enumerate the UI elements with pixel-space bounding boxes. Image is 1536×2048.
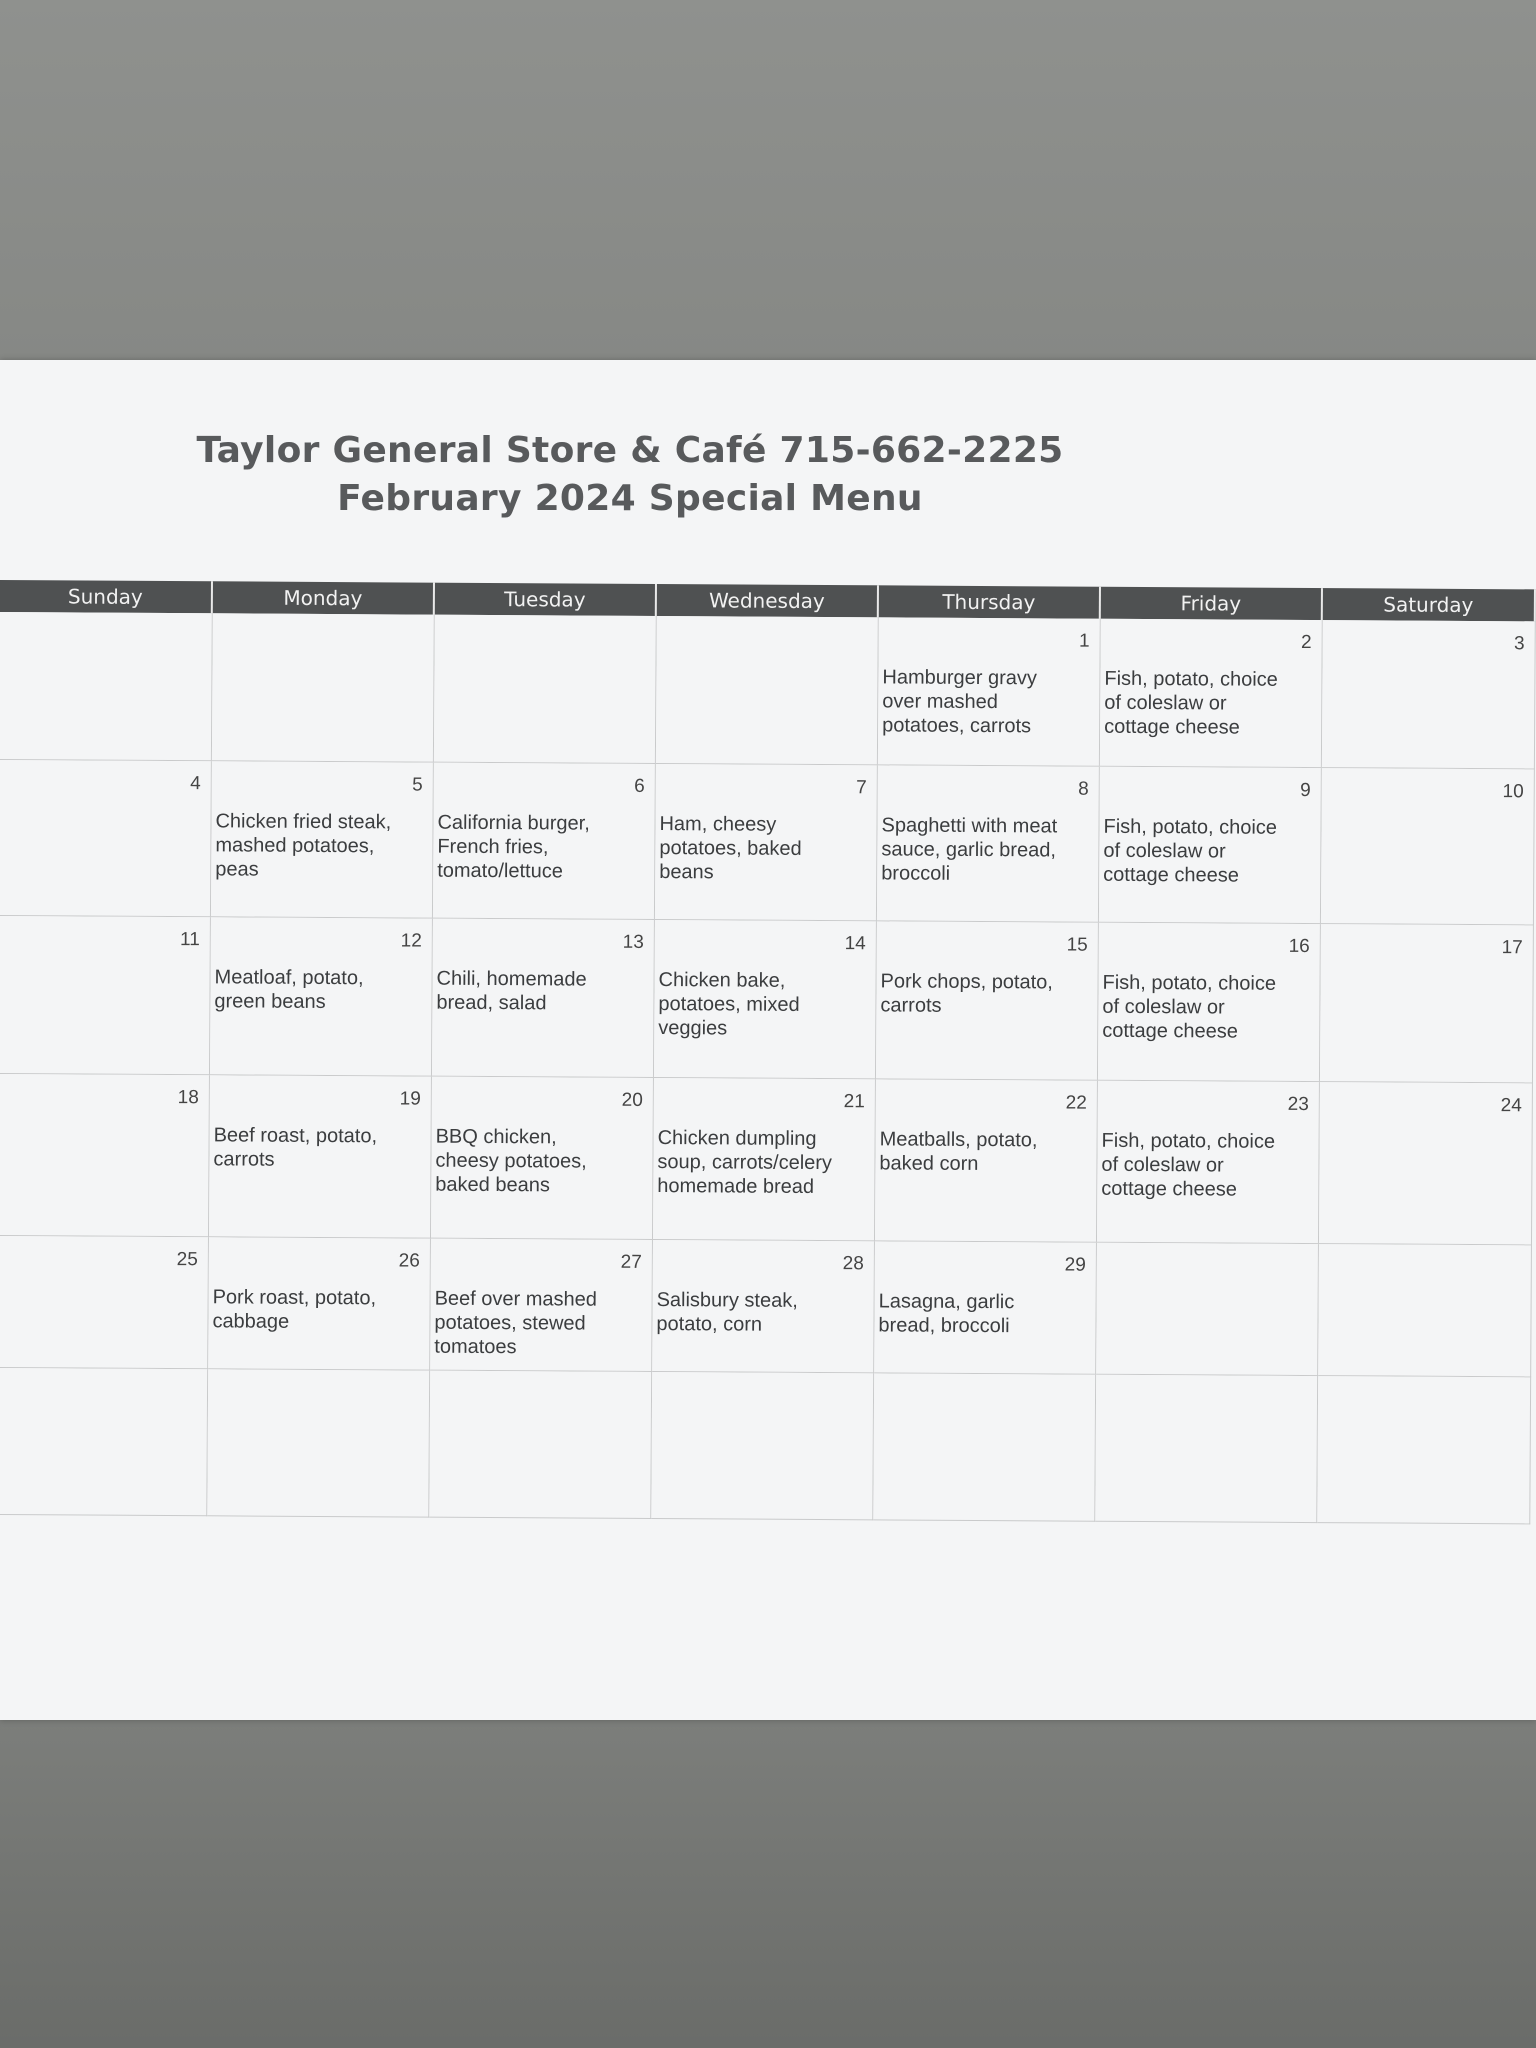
- day-number: 23: [1287, 1093, 1309, 1116]
- day-number: 12: [400, 930, 422, 952]
- calendar-cell: [1097, 1081, 1320, 1244]
- menu-item: [1322, 1424, 1526, 1425]
- calendar-cell: [0, 1236, 209, 1369]
- calendar-grid: [0, 612, 1536, 1524]
- calendar-cell: [1321, 768, 1535, 925]
- menu-item: [2, 964, 206, 965]
- day-number: 29: [1064, 1254, 1086, 1276]
- calendar-cell: [434, 615, 657, 764]
- calendar-cell: [873, 1373, 1096, 1521]
- menu-item: Meatloaf, potato, green beans: [214, 966, 364, 1013]
- day-number: 25: [176, 1249, 198, 1271]
- day-number: 3: [1513, 633, 1525, 655]
- calendar-cell: [1319, 1082, 1533, 1245]
- menu-item: [1100, 1423, 1313, 1424]
- calendar-cell: [210, 917, 433, 1076]
- weekday-saturday: Saturday: [1323, 588, 1536, 621]
- menu-item: Meatballs, potato, baked corn: [879, 1128, 1038, 1175]
- day-number: 5: [412, 774, 423, 796]
- menu-item: [1324, 1130, 1528, 1131]
- calendar-cell: [1322, 620, 1536, 769]
- day-number: 18: [177, 1087, 199, 1109]
- menu-item: Spaghetti with meat sauce, garlic bread, broccoli: [881, 814, 1058, 885]
- calendar-cell: [0, 760, 212, 917]
- menu-item: [0, 1416, 203, 1417]
- day-number: 2: [1301, 631, 1312, 654]
- menu-item: Chicken bake, potatoes, mixed veggies: [658, 969, 800, 1040]
- day-number: 11: [180, 929, 200, 951]
- day-number: 16: [1288, 935, 1310, 958]
- weekday-thursday: Thursday: [879, 585, 1101, 618]
- calendar-cell: [875, 1079, 1098, 1242]
- calendar-cell: [212, 613, 435, 762]
- menu-title: February 2024 Special Menu: [337, 478, 923, 519]
- weekday-monday: Monday: [213, 581, 435, 614]
- menu-item: Fish, potato, choice of coleslaw or cottage cheese: [1101, 1129, 1276, 1201]
- calendar-cell: [653, 1078, 876, 1241]
- menu-item: [439, 663, 652, 664]
- background-bottom: [0, 1718, 1536, 2048]
- calendar-cell: [1100, 619, 1323, 768]
- menu-item: [1323, 1292, 1527, 1293]
- day-number: 7: [856, 777, 867, 799]
- day-number: 9: [1300, 779, 1311, 802]
- calendar-cell: [652, 1240, 875, 1373]
- menu-item: [1101, 1291, 1314, 1292]
- calendar-cell: [1099, 767, 1322, 924]
- menu-item: [3, 808, 207, 809]
- menu-item: Beef over mashed potatoes, stewed tomatoes: [434, 1287, 598, 1359]
- calendar-cell: [1318, 1244, 1532, 1377]
- day-number: 27: [620, 1251, 642, 1273]
- menu-item: [1326, 668, 1530, 669]
- calendar-cell: [1098, 923, 1321, 1082]
- menu-item: BBQ chicken, cheesy potatoes, baked beans: [435, 1125, 587, 1197]
- menu-item: [660, 664, 873, 665]
- calendar-cell: [878, 617, 1101, 766]
- day-number: 8: [1078, 778, 1089, 800]
- calendar-cell: [433, 763, 656, 920]
- day-number: 4: [190, 773, 201, 795]
- background-top: [0, 0, 1536, 362]
- day-number: 13: [622, 931, 644, 953]
- menu-item: [0, 1284, 204, 1285]
- menu-item: Fish, potato, choice of coleslaw or cottage cheese: [1103, 815, 1278, 887]
- day-number: 1: [1079, 630, 1090, 652]
- menu-sheet: [0, 360, 1536, 1720]
- day-number: 28: [842, 1253, 864, 1275]
- calendar-cell: [208, 1237, 431, 1370]
- menu-item: [217, 661, 430, 662]
- calendar-cell: [0, 1074, 210, 1237]
- day-number: 21: [843, 1091, 865, 1113]
- day-number: 14: [844, 933, 866, 955]
- store-title: Taylor General Store & Café 715-662-2225: [196, 430, 1064, 471]
- calendar-cell: [656, 616, 879, 765]
- menu-item: Pork chops, potato, carrots: [880, 970, 1053, 1017]
- menu-item: Ham, cheesy potatoes, baked beans: [659, 813, 802, 884]
- day-number: 24: [1500, 1095, 1522, 1117]
- calendar-cell: [651, 1372, 874, 1520]
- calendar: [0, 580, 1536, 1524]
- day-number: 15: [1066, 934, 1088, 956]
- weekday-sunday: Sunday: [0, 580, 213, 613]
- calendar-cell: [207, 1369, 430, 1517]
- day-number: 19: [399, 1088, 421, 1110]
- calendar-cell: [654, 920, 877, 1079]
- menu-item: [434, 1419, 647, 1420]
- day-number: 6: [634, 775, 645, 797]
- weekday-wednesday: Wednesday: [657, 584, 879, 617]
- menu-item: Pork roast, potato, cabbage: [212, 1286, 377, 1333]
- menu-item: Fish, potato, choice of coleslaw or cottage cheese: [1102, 971, 1277, 1043]
- calendar-cell: [211, 761, 434, 918]
- menu-item: Chicken fried steak, mashed potatoes, peas: [215, 810, 392, 881]
- calendar-cell: [430, 1239, 653, 1372]
- calendar-cell: [209, 1075, 432, 1238]
- day-number: 20: [621, 1089, 643, 1111]
- day-number: 22: [1065, 1092, 1087, 1114]
- calendar-cell: [877, 765, 1100, 922]
- menu-item: Chili, homemade bread, salad: [436, 967, 587, 1015]
- calendar-cell: [1095, 1375, 1318, 1523]
- menu-item: Hamburger gravy over mashed potatoes, carrots: [882, 666, 1038, 738]
- menu-item: [4, 660, 208, 661]
- weekday-tuesday: Tuesday: [435, 583, 657, 616]
- calendar-cell: [429, 1371, 652, 1519]
- weekday-friday: Friday: [1101, 587, 1323, 620]
- menu-item: Beef roast, potato, carrots: [213, 1124, 378, 1171]
- calendar-cell: [1320, 924, 1534, 1083]
- calendar-cell: [1317, 1376, 1531, 1524]
- menu-item: [1326, 816, 1530, 817]
- menu-item: Fish, potato, choice of coleslaw or cottage cheese: [1104, 667, 1278, 739]
- menu-item: Lasagna, garlic bread, broccoli: [878, 1290, 1015, 1338]
- calendar-cell: [432, 919, 655, 1078]
- calendar-cell: [874, 1241, 1097, 1374]
- menu-item: [878, 1421, 1091, 1422]
- calendar-cell: [655, 764, 878, 921]
- day-number: 10: [1502, 781, 1524, 803]
- menu-item: [1325, 972, 1529, 973]
- menu-item: Salisbury steak, potato, corn: [656, 1289, 798, 1336]
- calendar-cell: [876, 921, 1099, 1080]
- day-number: 17: [1501, 937, 1523, 959]
- menu-item: California burger, French fries, tomato/lettuce: [437, 811, 590, 883]
- day-number: 26: [398, 1250, 420, 1272]
- calendar-cell: [431, 1077, 654, 1240]
- menu-item: Chicken dumpling soup, carrots/celery homemade bread: [657, 1127, 833, 1198]
- calendar-cell: [0, 1368, 208, 1516]
- calendar-cell: [1096, 1243, 1319, 1376]
- menu-item: [656, 1420, 869, 1421]
- calendar-cell: [0, 612, 213, 761]
- menu-item: [212, 1417, 425, 1418]
- menu-item: [1, 1122, 205, 1123]
- calendar-cell: [0, 916, 211, 1075]
